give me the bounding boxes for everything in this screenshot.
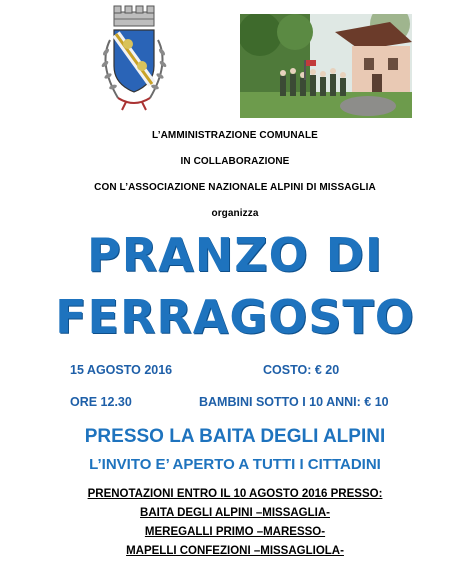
title-line-2: FERRAGOSTO	[55, 290, 415, 344]
invite-text: L’INVITO E’ APERTO A TUTTI I CITTADINI	[89, 456, 381, 473]
coat-of-arms-icon	[92, 4, 176, 112]
intro-line-3: CON L’ASSOCIAZIONE NAZIONALE ALPINI DI MISSAGLIA	[94, 182, 376, 193]
event-cost: COSTO: € 20	[263, 363, 340, 377]
alpini-hut-photo	[240, 14, 412, 118]
booking-heading: PRENOTAZIONI ENTRO IL 10 AGOSTO 2016 PRESSO:	[87, 488, 383, 500]
event-time: ORE 12.30	[70, 395, 132, 409]
intro-line-4: organizza	[211, 208, 259, 219]
booking-place-1: BAITA DEGLI ALPINI –MISSAGLIA-	[140, 507, 330, 519]
event-date: 15 AGOSTO 2016	[70, 363, 173, 377]
intro-line-1: L’AMMINISTRAZIONE COMUNALE	[152, 130, 318, 141]
intro-line-2: IN COLLABORAZIONE	[180, 156, 290, 167]
title-line-1: PRANZO DI	[86, 228, 383, 282]
booking-place-3: MAPELLI CONFEZIONI –MISSAGLIOLA-	[126, 545, 344, 557]
children-cost: BAMBINI SOTTO I 10 ANNI: € 10	[199, 395, 389, 409]
booking-place-2: MEREGALLI PRIMO –MARESSO-	[144, 526, 326, 538]
venue-text: PRESSO LA BAITA DEGLI ALPINI	[84, 426, 386, 447]
